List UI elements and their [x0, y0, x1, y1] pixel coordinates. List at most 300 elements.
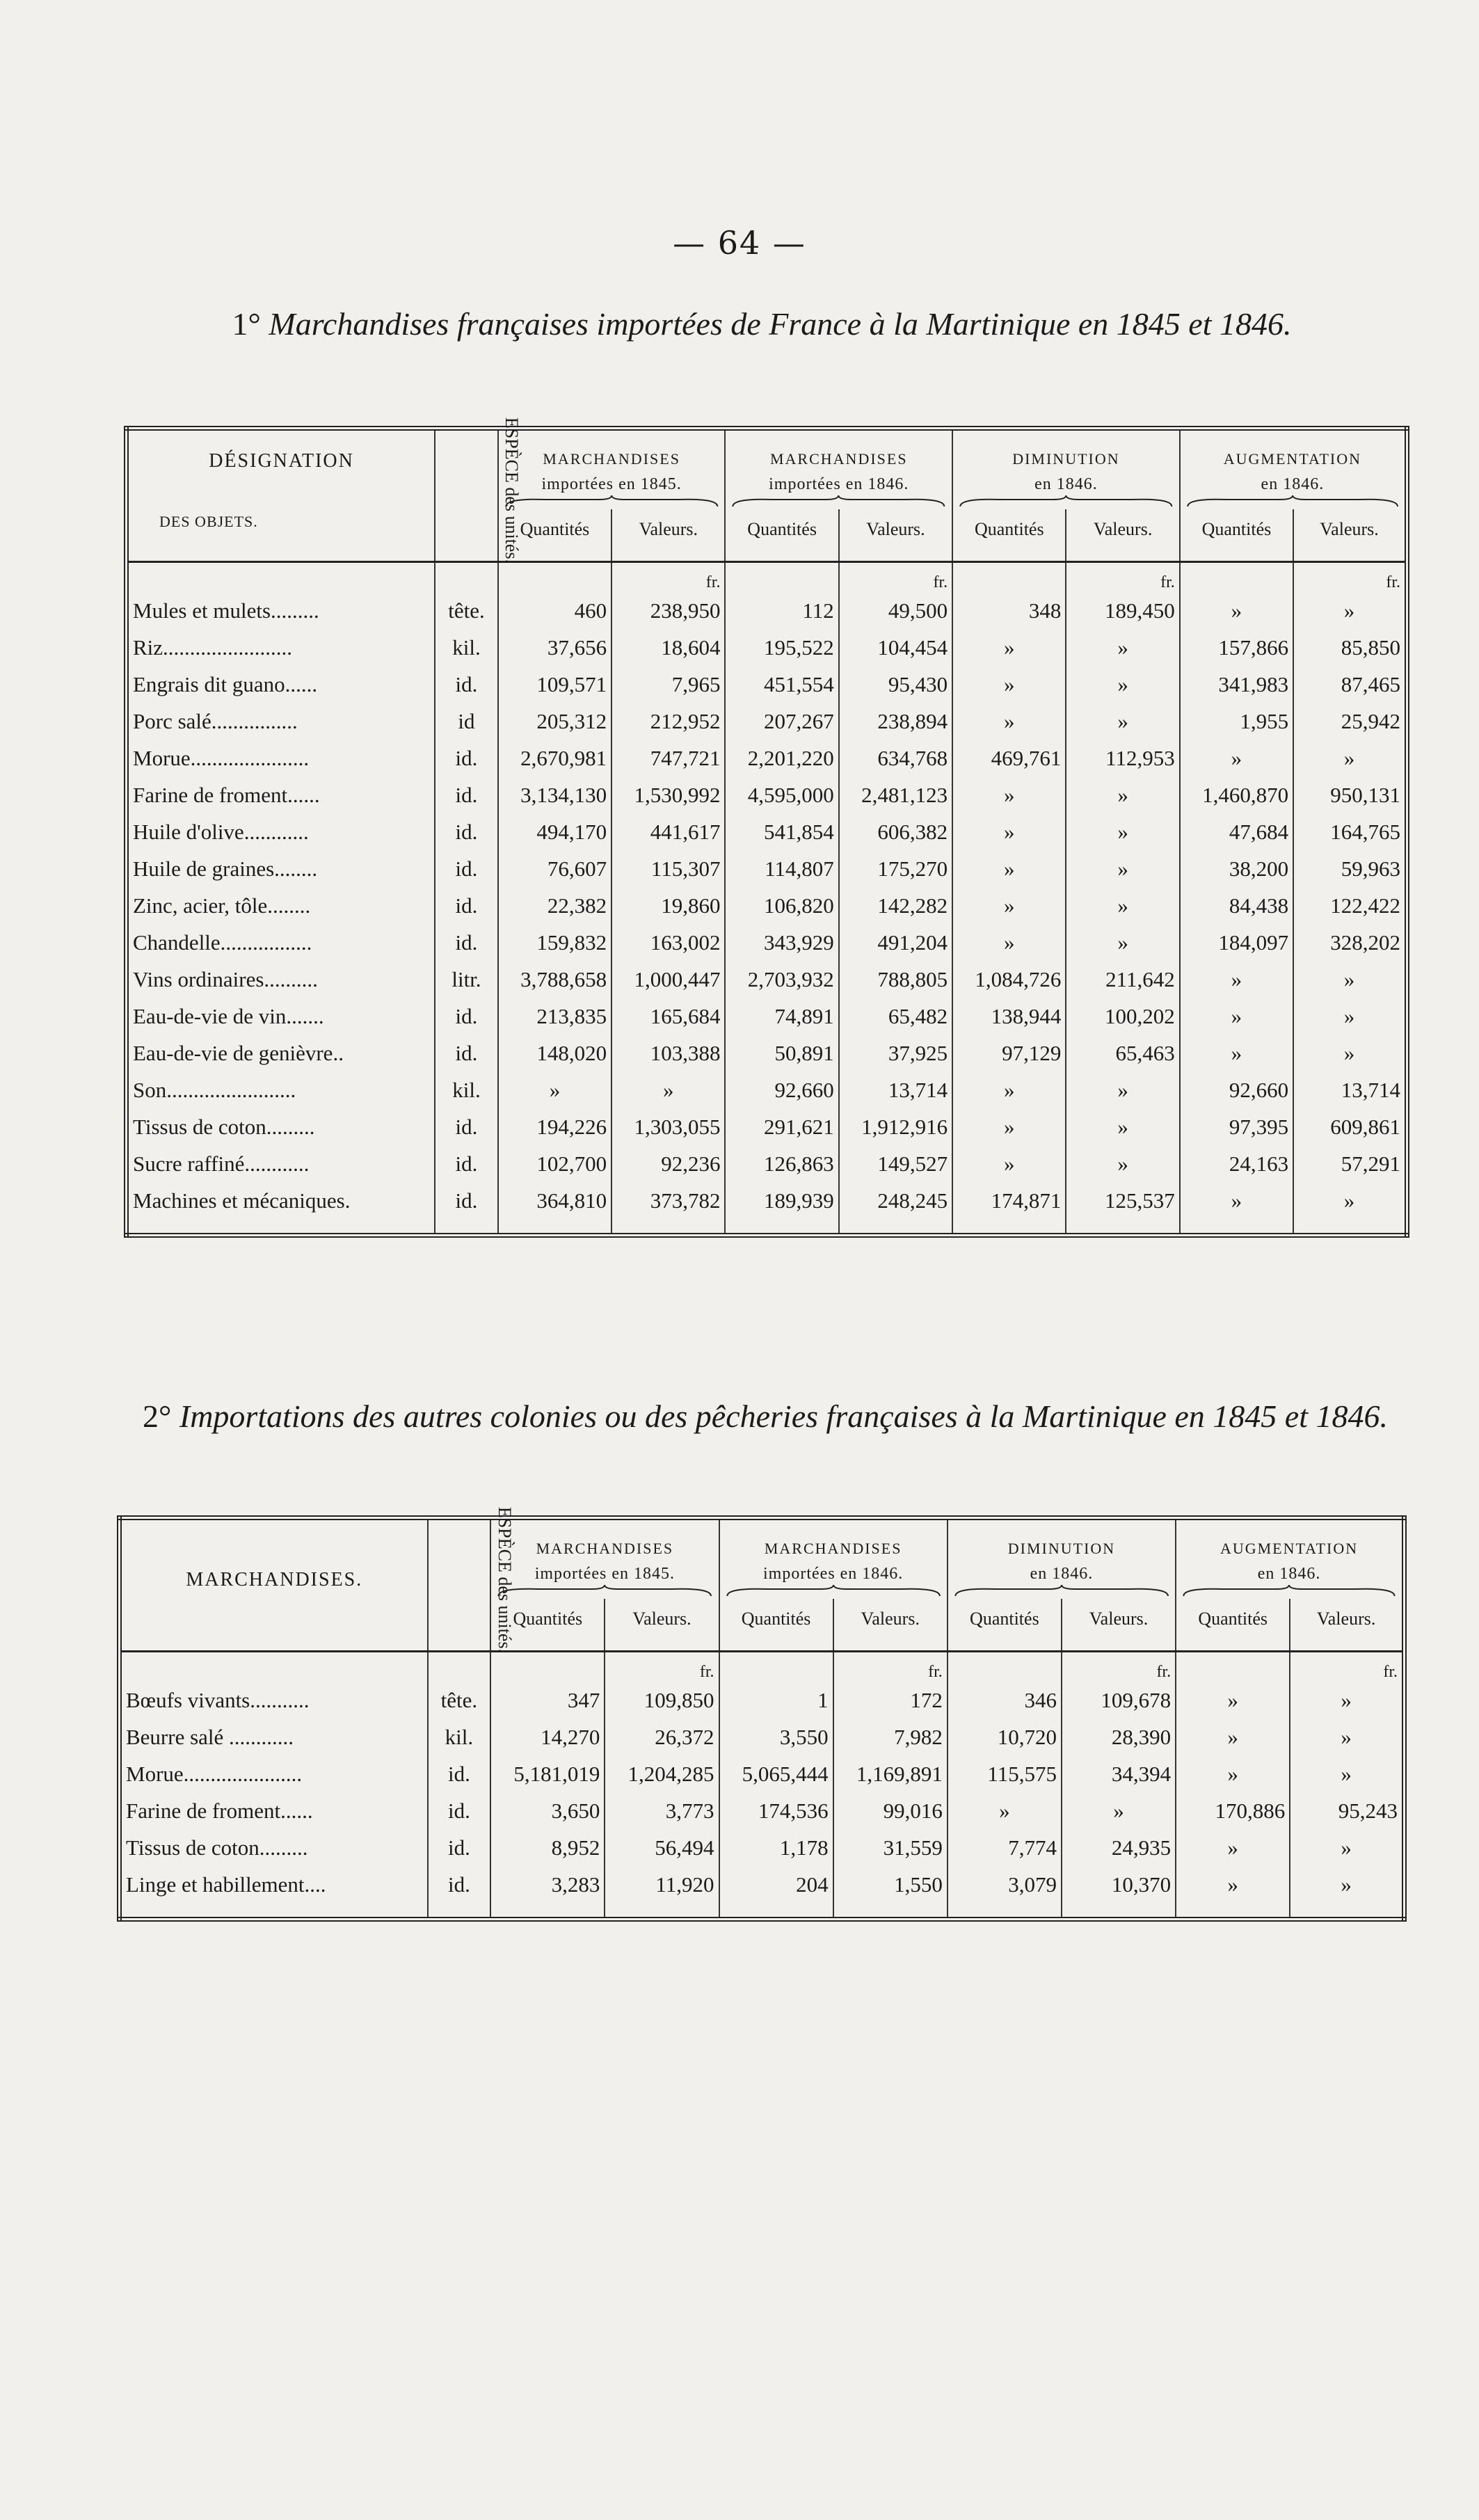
rule-cell [719, 1639, 833, 1652]
quantity-cell: 469,761 [952, 740, 1066, 776]
rule-cell [833, 1639, 948, 1652]
item-name: Farine de froment...... [126, 1798, 313, 1823]
unit-cell: id. [435, 776, 498, 813]
group-title: DIMINUTION [1007, 1540, 1116, 1557]
values-header: Valeurs. [1066, 509, 1179, 550]
currency-cell [1290, 1652, 1404, 1682]
rule-cell [952, 550, 1066, 562]
rule-cell [127, 550, 435, 562]
value-cell: 788,805 [839, 961, 952, 998]
quantity-cell: 4,595,000 [725, 776, 838, 813]
value-cell: » [1066, 776, 1179, 813]
value-cell: » [1066, 850, 1179, 887]
value-cell: 109,678 [1062, 1682, 1176, 1718]
quantity-cell: 189,939 [725, 1182, 838, 1219]
table-row [120, 1682, 1405, 1718]
quantity-cell: 5,181,019 [490, 1755, 605, 1792]
quantity-cell: 1,955 [1180, 703, 1293, 740]
currency-cell [1176, 1652, 1290, 1682]
quantity-cell: 460 [498, 592, 611, 629]
group-header [490, 1518, 719, 1584]
quantities-header: Quantités [948, 1599, 1062, 1639]
group-subtitle: importées en 1845. [534, 1565, 675, 1583]
spacer-cell [120, 1903, 428, 1920]
value-cell: 163,002 [611, 924, 725, 961]
currency-cell [1180, 562, 1293, 593]
value-cell: 37,925 [839, 1035, 952, 1071]
table-row [127, 1071, 1407, 1108]
quantity-cell: 2,703,932 [725, 961, 838, 998]
quantity-cell: 343,929 [725, 924, 838, 961]
value-cell: 212,952 [611, 703, 725, 740]
group-title: AUGMENTATION [1220, 1540, 1359, 1557]
quantity-cell: 348 [952, 592, 1066, 629]
quantity-cell: 341,983 [1180, 666, 1293, 703]
section-2-heading [111, 1395, 1419, 1438]
group-header [725, 429, 952, 495]
value-cell: » [1066, 1108, 1179, 1145]
quantity-cell: » [1180, 1182, 1293, 1219]
group-header [948, 1518, 1176, 1584]
quantity-cell: » [1180, 592, 1293, 629]
value-cell: 18,604 [611, 629, 725, 666]
quantity-cell: 102,700 [498, 1145, 611, 1182]
unit-cell: id. [435, 924, 498, 961]
value-cell: 7,982 [833, 1718, 948, 1755]
section-2-number: 2° [142, 1398, 172, 1434]
spacer-cell [1062, 1903, 1176, 1920]
item-name: Engrais dit guano...... [133, 671, 318, 696]
quantity-cell: » [952, 776, 1066, 813]
currency-label: fr. [1160, 573, 1175, 591]
quantity-cell: 7,774 [948, 1829, 1062, 1866]
quantity-cell: 541,854 [725, 813, 838, 850]
brace-mark [490, 1584, 719, 1599]
designation-sub-label: DES OBJETS. [159, 512, 258, 530]
table-row [127, 703, 1407, 740]
group-title: DIMINUTION [1012, 450, 1120, 468]
item-name: Riz........................ [133, 635, 293, 660]
table-row [127, 592, 1407, 629]
value-cell: » [1062, 1792, 1176, 1829]
currency-cell [839, 562, 952, 593]
table-french-imports [124, 417, 1409, 1238]
value-cell: » [1066, 813, 1179, 850]
quantities-header: Quantités [490, 1599, 605, 1639]
quantity-cell: » [1180, 740, 1293, 776]
quantity-cell: 451,554 [725, 666, 838, 703]
values-header: Valeurs. [605, 1599, 719, 1639]
quantity-cell: 138,944 [952, 998, 1066, 1035]
quantity-cell: » [952, 1145, 1066, 1182]
value-cell: 606,382 [839, 813, 952, 850]
values-header: Valeurs. [1062, 1599, 1176, 1639]
unit-cell: id. [435, 813, 498, 850]
value-cell: 10,370 [1062, 1866, 1176, 1903]
item-name: Zinc, acier, tôle........ [133, 893, 311, 918]
unit-header [435, 417, 522, 564]
table-row [120, 1829, 1405, 1866]
value-cell: » [1293, 961, 1407, 998]
quantity-cell: 184,097 [1180, 924, 1293, 961]
currency-cell [127, 562, 435, 593]
unit-cell: litr. [435, 961, 498, 998]
table-row [127, 1108, 1407, 1145]
quantity-cell: » [1180, 961, 1293, 998]
rule-cell [1176, 1639, 1290, 1652]
table-row [120, 1866, 1405, 1903]
section-2-title: Importations des autres colonies ou des pêcheries françaises à la Martinique en 1845 et 1846. [179, 1398, 1389, 1434]
value-cell: 950,131 [1293, 776, 1407, 813]
currency-cell [719, 1652, 833, 1682]
quantity-cell: 84,438 [1180, 887, 1293, 924]
item-name: Tissus de coton......... [126, 1835, 308, 1860]
table-row [127, 776, 1407, 813]
group-subtitle: importées en 1846. [763, 1565, 904, 1583]
value-cell: 328,202 [1293, 924, 1407, 961]
table-row [127, 924, 1407, 961]
quantity-cell: 3,650 [490, 1792, 605, 1829]
unit-cell: tête. [435, 592, 498, 629]
unit-cell: kil. [428, 1718, 491, 1755]
unit-cell: id. [428, 1792, 491, 1829]
spacer-cell [719, 1903, 833, 1920]
quantity-cell: 174,871 [952, 1182, 1066, 1219]
spacer-cell [1290, 1903, 1404, 1920]
quantity-cell: 205,312 [498, 703, 611, 740]
quantity-cell: 174,536 [719, 1792, 833, 1829]
quantity-cell: » [952, 666, 1066, 703]
value-cell: » [611, 1071, 725, 1108]
currency-label: fr. [705, 573, 721, 591]
quantity-cell: » [952, 703, 1066, 740]
quantity-cell: 38,200 [1180, 850, 1293, 887]
unit-cell: id. [435, 1182, 498, 1219]
quantity-cell: 74,891 [725, 998, 838, 1035]
spacer-cell [428, 1903, 491, 1920]
value-cell: » [1066, 629, 1179, 666]
item-name: Sucre raffiné............ [133, 1151, 310, 1176]
item-name: Eau-de-vie de vin....... [133, 1003, 324, 1028]
value-cell: 122,422 [1293, 887, 1407, 924]
quantity-cell: 1,084,726 [952, 961, 1066, 998]
group-title: MARCHANDISES [536, 1540, 674, 1557]
unit-cell: id. [435, 998, 498, 1035]
quantity-cell: 3,283 [490, 1866, 605, 1903]
spacer-cell [1176, 1903, 1290, 1920]
quantity-cell: 346 [948, 1682, 1062, 1718]
quantity-cell: 3,134,130 [498, 776, 611, 813]
rule-cell [1180, 550, 1293, 562]
item-name: Morue...................... [126, 1761, 303, 1786]
currency-label: fr. [1383, 1663, 1398, 1681]
quantity-cell: 3,550 [719, 1718, 833, 1755]
currency-cell [605, 1652, 719, 1682]
quantity-cell: 213,835 [498, 998, 611, 1035]
currency-label: fr. [699, 1663, 714, 1681]
brace-mark [1180, 494, 1407, 509]
quantity-cell: 126,863 [725, 1145, 838, 1182]
value-cell: 109,850 [605, 1682, 719, 1718]
quantity-cell: 109,571 [498, 666, 611, 703]
value-cell: 95,243 [1290, 1792, 1404, 1829]
table-row [127, 813, 1407, 850]
group-title: MARCHANDISES [769, 450, 908, 468]
group-subtitle: en 1846. [1030, 1565, 1094, 1583]
value-cell: 59,963 [1293, 850, 1407, 887]
value-cell: 115,307 [611, 850, 725, 887]
quantity-cell: » [952, 850, 1066, 887]
value-cell: 1,169,891 [833, 1755, 948, 1792]
item-name: Tissus de coton......... [133, 1114, 315, 1139]
quantity-cell: 14,270 [490, 1718, 605, 1755]
quantity-cell: 97,129 [952, 1035, 1066, 1071]
unit-cell: id. [428, 1866, 491, 1903]
unit-cell: id. [435, 1035, 498, 1071]
quantities-header: Quantités [952, 509, 1066, 550]
table-row [127, 629, 1407, 666]
quantity-cell: 148,020 [498, 1035, 611, 1071]
rule-cell [605, 1639, 719, 1652]
rule-cell [1066, 550, 1179, 562]
quantity-cell: » [1176, 1682, 1290, 1718]
unit-cell: id. [428, 1755, 491, 1792]
rule-cell [1062, 1639, 1176, 1652]
group-header [1176, 1518, 1404, 1584]
brace-mark [952, 494, 1180, 509]
item-name: Huile d'olive............ [133, 819, 309, 844]
currency-label: fr. [928, 1663, 943, 1681]
value-cell: 373,782 [611, 1182, 725, 1219]
currency-cell [435, 562, 498, 593]
currency-cell [498, 562, 611, 593]
value-cell: 87,465 [1293, 666, 1407, 703]
value-cell: » [1066, 887, 1179, 924]
table-row [127, 850, 1407, 887]
unit-cell: id. [435, 1145, 498, 1182]
quantity-cell: 159,832 [498, 924, 611, 961]
value-cell: 747,721 [611, 740, 725, 776]
table-row [127, 740, 1407, 776]
values-header: Valeurs. [1293, 509, 1407, 550]
unit-cell: id [435, 703, 498, 740]
value-cell: 7,965 [611, 666, 725, 703]
quantity-cell: 194,226 [498, 1108, 611, 1145]
value-cell: 1,530,992 [611, 776, 725, 813]
brace-mark [719, 1584, 948, 1599]
currency-label: fr. [1386, 573, 1400, 591]
quantity-cell: 92,660 [1180, 1071, 1293, 1108]
table-row [127, 1145, 1407, 1182]
group-title: MARCHANDISES [764, 1540, 902, 1557]
quantities-header: Quantités [725, 509, 838, 550]
item-name: Porc salé................ [133, 708, 298, 733]
quantity-cell: 2,201,220 [725, 740, 838, 776]
value-cell: 25,942 [1293, 703, 1407, 740]
table-row [120, 1718, 1405, 1755]
section-1-number: 1° [232, 306, 261, 342]
item-name: Mules et mulets......... [133, 598, 319, 623]
currency-cell [1293, 562, 1407, 593]
quantity-cell: » [498, 1071, 611, 1108]
page-number: — 64 — [673, 224, 806, 262]
value-cell: 1,550 [833, 1866, 948, 1903]
unit-header-label: ESPÈCE des unités. [502, 417, 522, 564]
value-cell: 189,450 [1066, 592, 1179, 629]
quantities-header: Quantités [1180, 509, 1293, 550]
quantity-cell: 22,382 [498, 887, 611, 924]
item-name: Bœufs vivants........... [126, 1687, 310, 1712]
designation-header [120, 1518, 428, 1640]
quantity-cell: 204 [719, 1866, 833, 1903]
currency-label: fr. [1156, 1663, 1172, 1681]
values-header: Valeurs. [839, 509, 952, 550]
rule-cell [1290, 1639, 1404, 1652]
currency-cell [611, 562, 725, 593]
quantity-cell: 364,810 [498, 1182, 611, 1219]
value-cell: 31,559 [833, 1829, 948, 1866]
spacer-cell [490, 1903, 605, 1920]
quantity-cell: » [952, 629, 1066, 666]
values-header: Valeurs. [611, 509, 725, 550]
quantity-cell: 207,267 [725, 703, 838, 740]
value-cell: 149,527 [839, 1145, 952, 1182]
currency-cell [833, 1652, 948, 1682]
rule-cell [1293, 550, 1407, 562]
table-row [127, 887, 1407, 924]
quantities-header: Quantités [719, 1599, 833, 1639]
values-header: Valeurs. [1290, 1599, 1404, 1639]
value-cell: 13,714 [1293, 1071, 1407, 1108]
spacer-cell [948, 1903, 1062, 1920]
table-colonial-imports [117, 1506, 1407, 1922]
quantity-cell: 347 [490, 1682, 605, 1718]
quantity-cell: 97,395 [1180, 1108, 1293, 1145]
value-cell: 11,920 [605, 1866, 719, 1903]
item-name: Linge et habillement.... [126, 1872, 326, 1897]
value-cell: » [1290, 1718, 1404, 1755]
group-header [1180, 429, 1407, 495]
spacer-cell [605, 1903, 719, 1920]
value-cell: » [1066, 1071, 1179, 1108]
value-cell: 248,245 [839, 1182, 952, 1219]
currency-cell [120, 1652, 428, 1682]
value-cell: 49,500 [839, 592, 952, 629]
quantity-cell: 50,891 [725, 1035, 838, 1071]
quantity-cell: 112 [725, 592, 838, 629]
group-title: AUGMENTATION [1223, 450, 1361, 468]
spacer-cell [1293, 1219, 1407, 1236]
quantity-cell: 3,079 [948, 1866, 1062, 1903]
quantity-cell: 37,656 [498, 629, 611, 666]
value-cell: 13,714 [839, 1071, 952, 1108]
quantity-cell: 106,820 [725, 887, 838, 924]
quantity-cell: 115,575 [948, 1755, 1062, 1792]
rule-cell [839, 550, 952, 562]
value-cell: 95,430 [839, 666, 952, 703]
group-subtitle: importées en 1846. [769, 475, 909, 493]
quantity-cell: 3,788,658 [498, 961, 611, 998]
spacer-cell [833, 1903, 948, 1920]
value-cell: 172 [833, 1682, 948, 1718]
quantity-cell: » [1176, 1755, 1290, 1792]
value-cell: 56,494 [605, 1829, 719, 1866]
unit-cell: id. [428, 1829, 491, 1866]
brace-mark [725, 494, 952, 509]
value-cell: 3,773 [605, 1792, 719, 1829]
quantity-cell: » [1180, 998, 1293, 1035]
value-cell: » [1290, 1866, 1404, 1903]
value-cell: » [1290, 1682, 1404, 1718]
item-name: Beurre salé ............ [126, 1724, 294, 1749]
item-name: Chandelle................. [133, 930, 312, 955]
value-cell: » [1066, 666, 1179, 703]
value-cell: 24,935 [1062, 1829, 1176, 1866]
value-cell: 104,454 [839, 629, 952, 666]
quantity-cell: 47,684 [1180, 813, 1293, 850]
item-name: Huile de graines........ [133, 856, 318, 881]
brace-mark [498, 494, 726, 509]
quantity-cell: 291,621 [725, 1108, 838, 1145]
quantity-cell: » [952, 887, 1066, 924]
item-name: Eau-de-vie de genièvre.. [133, 1040, 344, 1065]
spacer-cell [952, 1219, 1066, 1236]
rule-cell [611, 550, 725, 562]
section-1-title: Marchandises françaises importées de France à la Martinique en 1845 et 1846. [269, 306, 1292, 342]
unit-header [428, 1506, 515, 1653]
spacer-cell [611, 1219, 725, 1236]
group-title: MARCHANDISES [543, 450, 680, 468]
quantity-cell: » [1176, 1718, 1290, 1755]
currency-label: fr. [933, 573, 948, 591]
value-cell: » [1066, 703, 1179, 740]
value-cell: » [1290, 1829, 1404, 1866]
value-cell: » [1293, 1035, 1407, 1071]
brace-mark [948, 1584, 1176, 1599]
table-row [127, 961, 1407, 998]
value-cell: 211,642 [1066, 961, 1179, 998]
value-cell: » [1293, 592, 1407, 629]
value-cell: 26,372 [605, 1718, 719, 1755]
value-cell: 441,617 [611, 813, 725, 850]
spacer-cell [1180, 1219, 1293, 1236]
value-cell: 100,202 [1066, 998, 1179, 1035]
group-header [498, 429, 726, 495]
quantity-cell: 157,866 [1180, 629, 1293, 666]
unit-cell: kil. [435, 1071, 498, 1108]
value-cell: 125,537 [1066, 1182, 1179, 1219]
value-cell: 164,765 [1293, 813, 1407, 850]
quantity-cell: » [1180, 1035, 1293, 1071]
value-cell: 85,850 [1293, 629, 1407, 666]
group-subtitle: en 1846. [1261, 475, 1325, 493]
quantity-cell: 24,163 [1180, 1145, 1293, 1182]
quantities-header: Quantités [1176, 1599, 1290, 1639]
spacer-cell [435, 1219, 498, 1236]
rule-cell [948, 1639, 1062, 1652]
quantity-cell: » [952, 924, 1066, 961]
brace-mark [1176, 1584, 1404, 1599]
value-cell: 19,860 [611, 887, 725, 924]
unit-cell: id. [435, 850, 498, 887]
value-cell: » [1293, 998, 1407, 1035]
value-cell: » [1066, 924, 1179, 961]
quantity-cell: 92,660 [725, 1071, 838, 1108]
quantity-cell: 494,170 [498, 813, 611, 850]
quantities-header: Quantités [498, 509, 611, 550]
value-cell: 175,270 [839, 850, 952, 887]
value-cell: » [1293, 1182, 1407, 1219]
